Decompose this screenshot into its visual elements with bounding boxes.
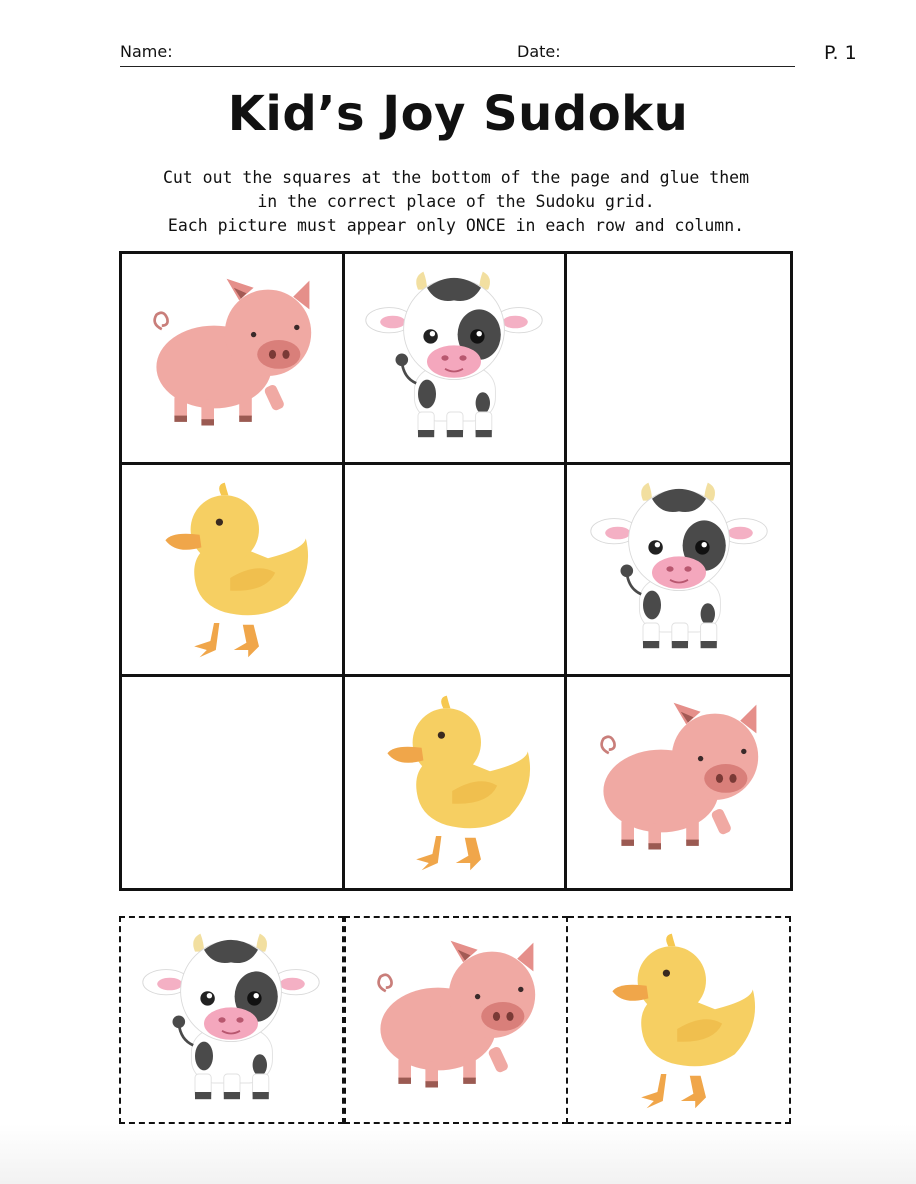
instruction-line: Each picture must appear only ONCE in each row and column. [167,216,745,235]
duck-icon [364,687,544,877]
cow-icon [141,925,321,1115]
duck-icon [589,925,769,1115]
pig-icon [142,263,322,453]
cutout-square[interactable] [119,916,344,1124]
grid-cell[interactable] [567,254,790,465]
cow-icon [364,263,544,453]
page-title: Kid’s Joy Sudoku [227,86,689,142]
page-bottom-shadow [0,1124,916,1184]
page-number: P. 1 [824,42,857,64]
instruction-line: in the correct place of the Sudoku grid. [257,192,655,211]
duck-icon [142,474,322,664]
grid-cell[interactable] [345,465,568,676]
name-date-line [120,42,795,67]
instructions [120,166,792,238]
sudoku-grid [119,251,793,891]
grid-cell[interactable] [345,254,568,465]
date-label: Date: [517,42,561,61]
instruction-line: Cut out the squares at the bottom of the page and glue them [162,168,750,187]
cutout-square[interactable] [568,916,791,1124]
grid-cell[interactable] [567,465,790,676]
cow-icon [589,474,769,664]
grid-cell[interactable] [345,677,568,888]
name-label: Name: [120,42,173,61]
grid-cell[interactable] [122,254,345,465]
cutout-strip [119,916,791,1124]
cutout-square[interactable] [344,916,569,1124]
pig-icon [589,687,769,877]
pig-icon [366,925,546,1115]
grid-cell[interactable] [122,465,345,676]
grid-cell[interactable] [122,677,345,888]
grid-cell[interactable] [567,677,790,888]
